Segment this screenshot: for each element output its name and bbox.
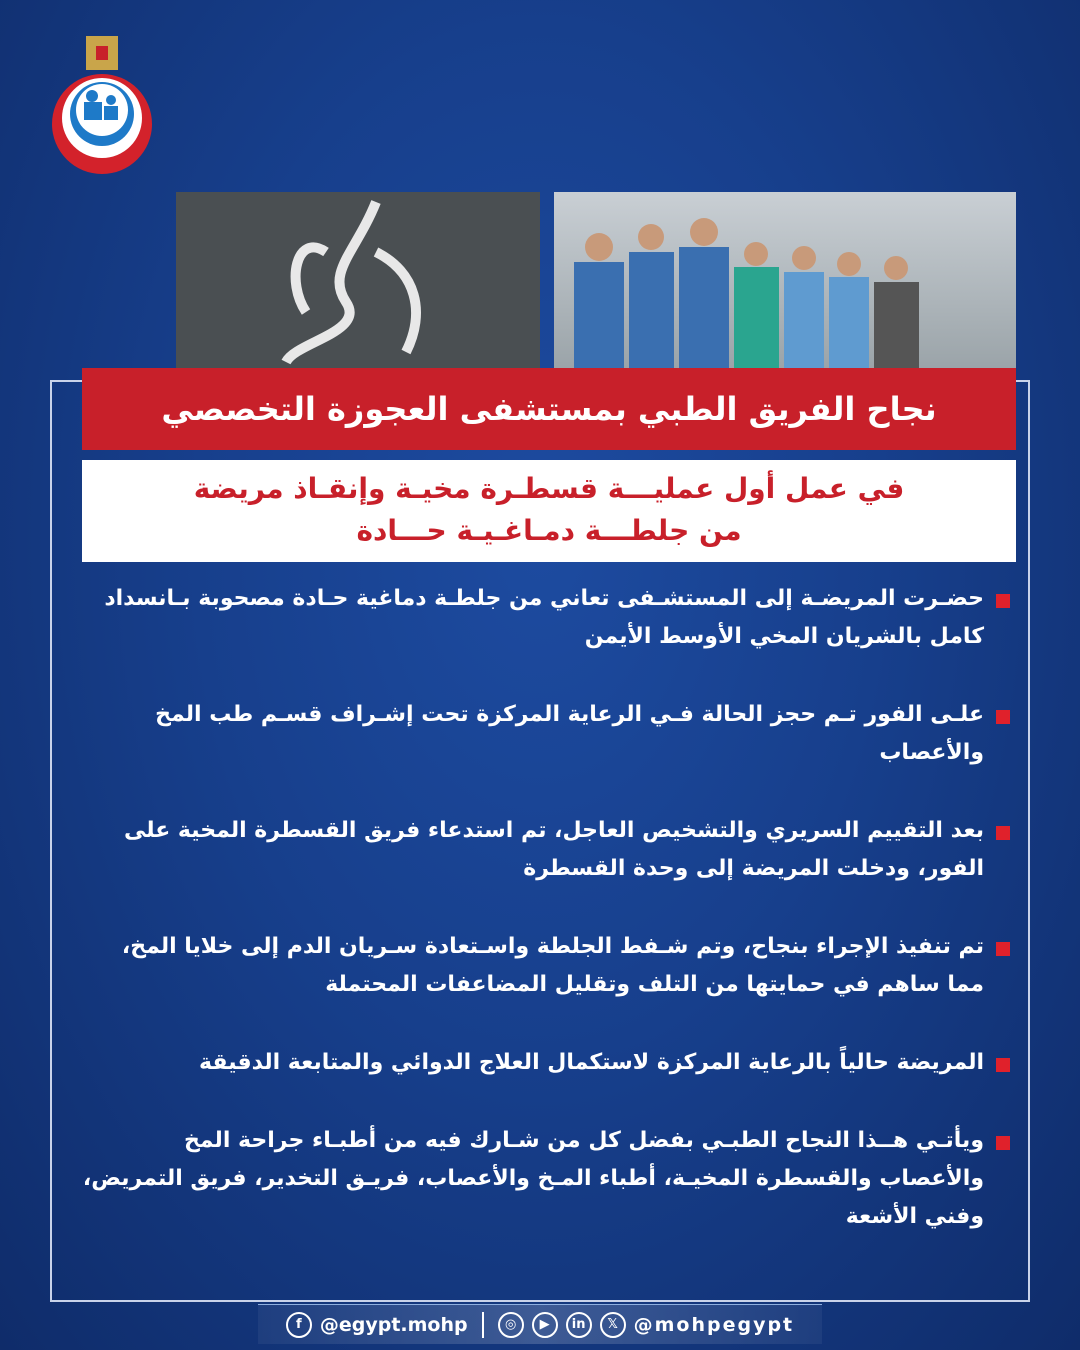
- bullet-item: [80, 928, 1010, 1004]
- medical-team-photo: [554, 192, 1016, 372]
- social-handle[interactable]: @mohpegypt: [633, 1313, 795, 1336]
- facebook-handle[interactable]: @egypt.mohp: [319, 1313, 468, 1336]
- bullet-item: [80, 1122, 1010, 1236]
- red-square-bullet-icon: [996, 1058, 1010, 1072]
- red-square-bullet-icon: [996, 826, 1010, 840]
- subtitle-line-1: في عمل أول عمليـــة قسطـرة مخيـة وإنقـاذ مريضة: [193, 472, 905, 505]
- youtube-icon[interactable]: ▶: [532, 1312, 558, 1338]
- instagram-icon[interactable]: ◎: [498, 1312, 524, 1338]
- red-square-bullet-icon: [996, 1136, 1010, 1150]
- bullet-text: ويأتـي هــذا النجاح الطبـي بفضل كل من شـارك فيه من أطبـاء جراحة المخ والأعصاب والقسطرة المخيـة، أطباء المـخ والأعصاب، فريـق التخدير، فريق التمريض، وفني الأشعة: [82, 1128, 984, 1229]
- red-square-bullet-icon: [996, 942, 1010, 956]
- bullet-item: [80, 1044, 1010, 1082]
- subtitle: [82, 460, 1016, 562]
- subtitle-line-2: من جلطـــة دمـاغـيـة حـــادة: [356, 514, 742, 547]
- facebook-icon[interactable]: f: [286, 1312, 312, 1338]
- bullet-item: [80, 696, 1010, 772]
- bullet-item: [80, 812, 1010, 888]
- bullet-text: المريضة حالياً بالرعاية المركزة لاستكمال العلاج الدوائي والمتابعة الدقيقة: [199, 1050, 984, 1075]
- angiogram-image: [176, 192, 540, 372]
- linkedin-icon[interactable]: in: [566, 1312, 592, 1338]
- ministry-logo: [34, 36, 170, 176]
- bullet-text: تم تنفيذ الإجراء بنجاح، وتم شـفط الجلطة واسـتعادة سـريان الدم إلى خلايا المخ، مما ساهم في حمايتها من التلف وتقليل المضاعفات المحتملة: [121, 934, 984, 997]
- divider: [482, 1312, 484, 1338]
- red-square-bullet-icon: [996, 710, 1010, 724]
- x-icon[interactable]: 𝕏: [600, 1312, 626, 1338]
- bullet-item: [80, 580, 1010, 656]
- bullet-list: [80, 580, 1010, 1276]
- bullet-text: حضـرت المريضـة إلى المستشـفى تعاني من جلطـة دماغية حـادة مصحوبة بـانسداد كامل بالشريان المخي الأوسط الأيمن: [104, 586, 984, 649]
- main-title: نجاح الفريق الطبي بمستشفى العجوزة التخصصي: [82, 368, 1016, 450]
- bullet-text: بعد التقييم السريري والتشخيص العاجل، تم استدعاء فريق القسطرة المخية على الفور، ودخلت المريضة إلى وحدة القسطرة: [123, 818, 984, 881]
- bullet-text: علـى الفور تـم حجز الحالة فـي الرعاية المركزة تحت إشـراف قسـم طب المخ والأعصاب: [155, 702, 984, 765]
- red-square-bullet-icon: [996, 594, 1010, 608]
- social-footer: [258, 1304, 822, 1344]
